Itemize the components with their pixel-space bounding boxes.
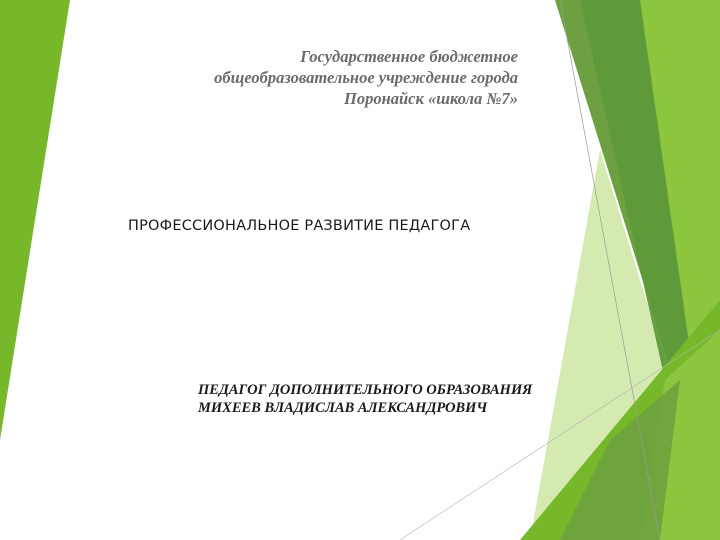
left-green-triangle bbox=[0, 0, 70, 440]
institution-line-2: общеобразовательное учреждение города bbox=[214, 68, 518, 87]
author-block bbox=[198, 381, 618, 417]
institution-line-1: Государственное бюджетное bbox=[300, 47, 518, 66]
institution-name bbox=[120, 46, 518, 109]
author-position: ПЕДАГОГ ДОПОЛНИТЕЛЬНОГО ОБРАЗОВАНИЯ bbox=[198, 382, 533, 398]
slide-title: ПРОФЕССИОНАЛЬНОЕ РАЗВИТИЕ ПЕДАГОГА bbox=[128, 218, 471, 234]
institution-line-3: Поронайск «школа №7» bbox=[344, 89, 518, 108]
author-name: МИХЕЕВ ВЛАДИСЛАВ АЛЕКСАНДРОВИЧ bbox=[198, 400, 488, 416]
